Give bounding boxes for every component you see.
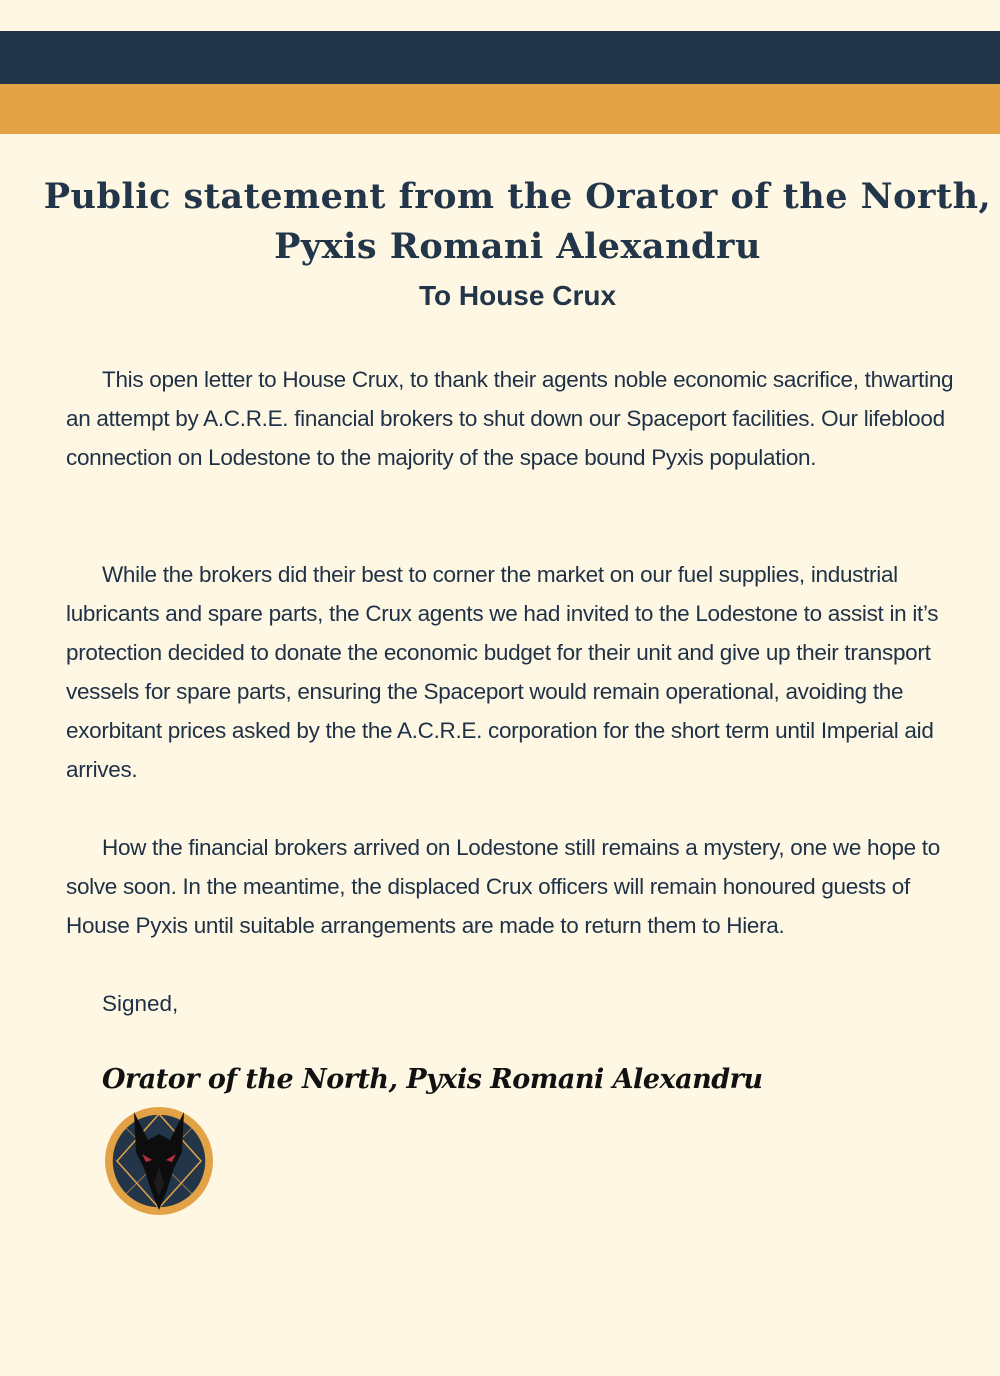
letter-paragraph-1: This open letter to House Crux, to thank their agents noble economic sacrifice, thwarting an attempt by A.C.R.E. financial brokers to shut down our Spaceport facilities. Our lifeblood connection on Lodestone to the majority of the space bound Pyxis population. [66,367,954,470]
letter-paragraph-2: While the brokers did their best to corner the market on our fuel supplies, industrial lubricants and spare parts, the Crux agents we had invited to the Lodestone to assist in it’s protection decided to donate the economic budget for their unit and give up their transport vessels for spare parts, ensuring the Spaceport would remain operational, avoiding the exorbitant prices asked by the the A.C.R.E. corporation for the short term until Imperial aid arrives. [66,562,939,782]
wolf-emblem-icon [104,1106,214,1216]
closing-text: Signed, [102,991,179,1016]
header-band-navy [0,31,1000,84]
signature: Orator of the North, Pyxis Romani Alexandru [102,1064,763,1095]
page-subtitle: To House Crux [418,280,617,311]
header-band-gold [0,84,1000,134]
letter-paragraph-3: How the financial brokers arrived on Lodestone still remains a mystery, one we hope to solve soon. In the meantime, the displaced Crux officers will remain honoured guests of House Pyxis until suitable arrangements are made to return them to Hiera. [66,835,940,938]
title-line-2: Pyxis Romani Alexandru [274,226,761,267]
title-line-1: Public statement from the Orator of the North, [43,176,992,217]
page-title [40,172,995,272]
